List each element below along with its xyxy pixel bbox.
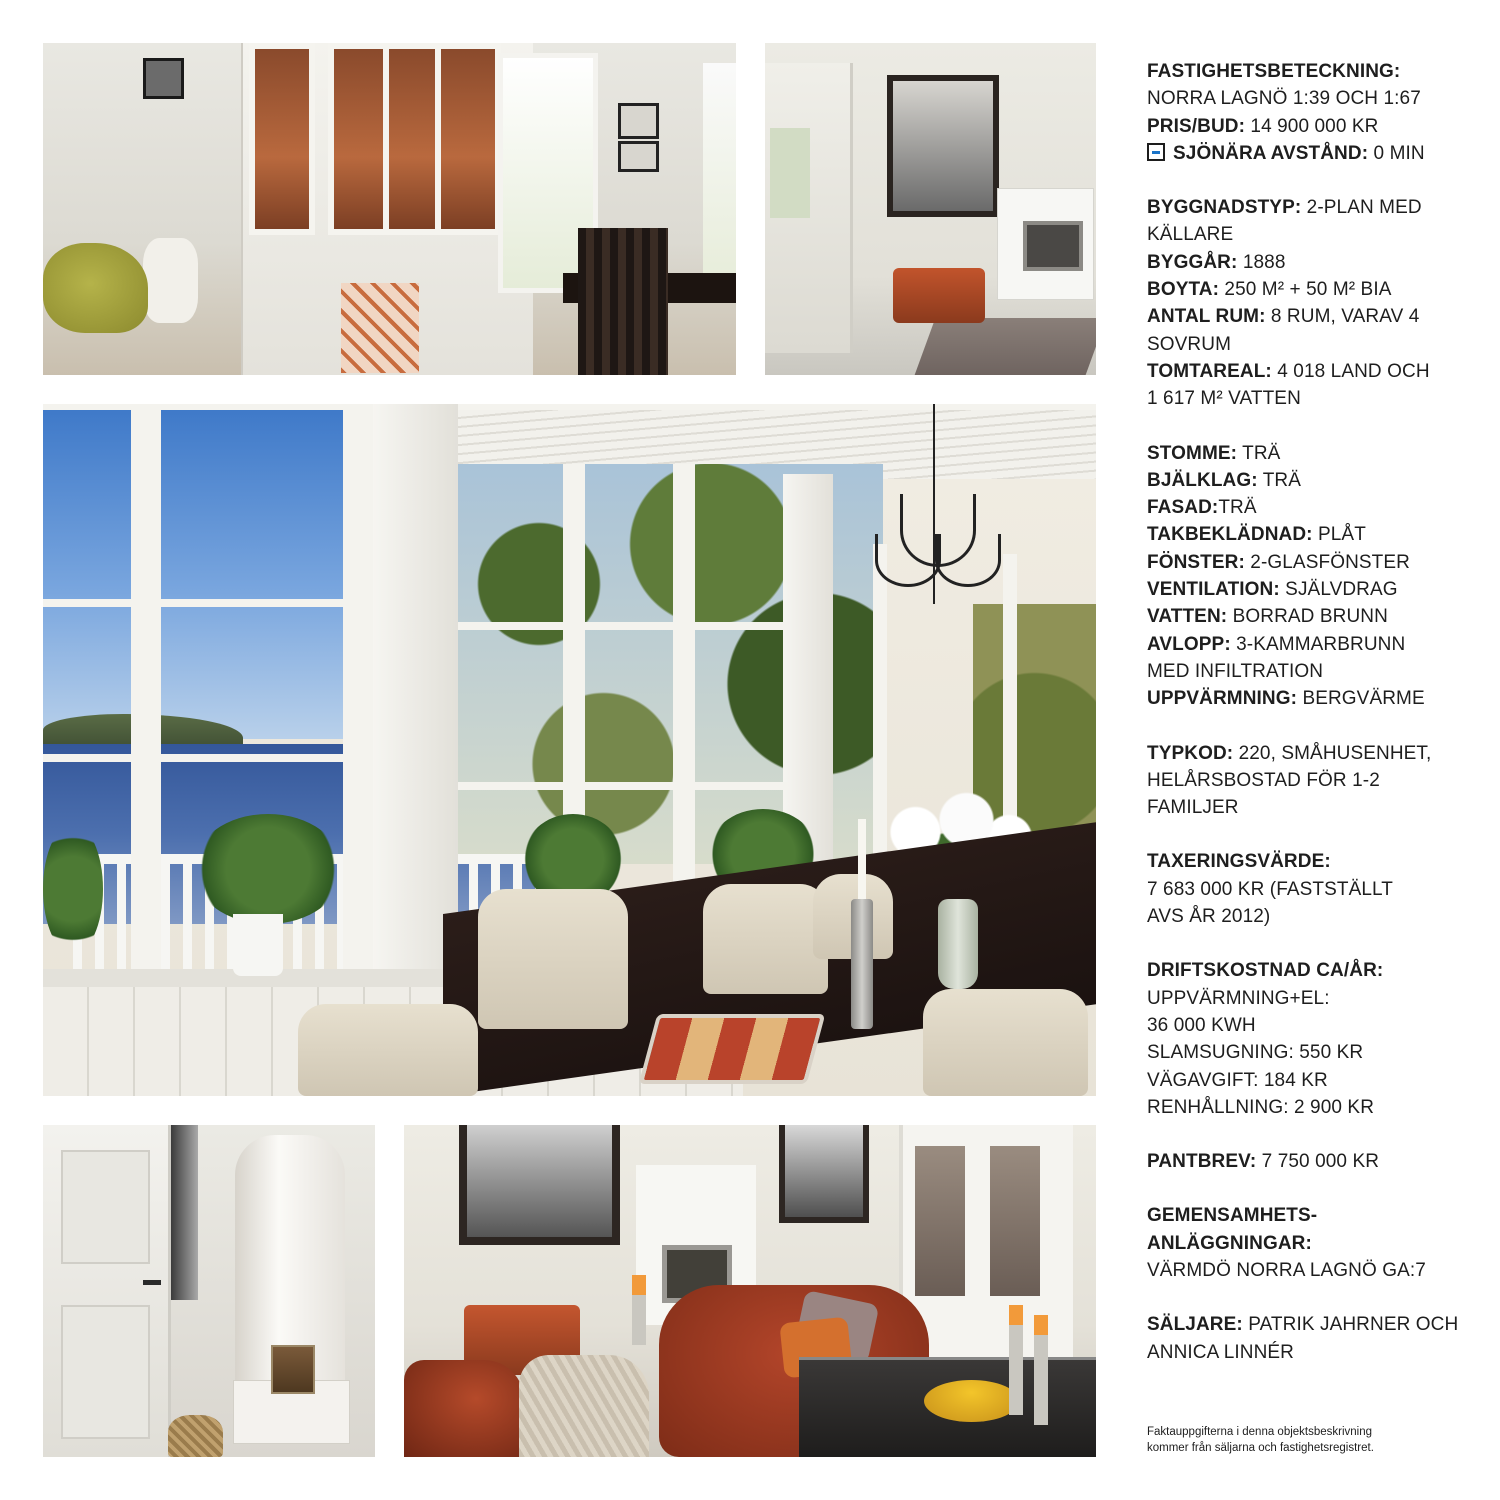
fact-value: 2-PLAN MED	[1306, 197, 1422, 219]
fact-label: FASAD:	[1147, 497, 1219, 519]
wall-picture	[618, 103, 659, 139]
wall-picture	[618, 141, 659, 172]
fact-value: 250 M² + 50 M² BIA	[1224, 279, 1392, 301]
fact-label: TYPKOD:	[1147, 742, 1234, 764]
facts-group-building	[1147, 194, 1482, 412]
fact-label: SÄLJARE:	[1147, 1314, 1243, 1336]
leather-ottoman	[893, 268, 985, 323]
fact-value: SJÄLVDRAG	[1285, 579, 1398, 601]
fact-label: ANTAL RUM:	[1147, 306, 1266, 328]
fact-label: TAKBEKLÄDNAD:	[1147, 524, 1313, 546]
framed-sailing-picture	[459, 1125, 620, 1245]
fact-value: NORRA LAGNÖ 1:39 OCH 1:67	[1147, 88, 1421, 110]
fact-value: AVS ÅR 2012)	[1147, 906, 1271, 928]
window-frame	[458, 782, 788, 790]
fact-label: VENTILATION:	[1147, 579, 1280, 601]
fact-value: SLAMSUGNING: 550 KR	[1147, 1042, 1364, 1064]
potted-plant	[43, 824, 103, 954]
framed-sailing-picture	[887, 75, 999, 217]
footnote	[1147, 1424, 1487, 1456]
fact-value: RENHÅLLNING: 2 900 KR	[1147, 1096, 1375, 1118]
rug	[915, 318, 1096, 375]
fact-value: SOVRUM	[1147, 333, 1231, 355]
candle	[632, 1275, 646, 1345]
chandelier	[933, 404, 1055, 604]
fact-value: BORRAD BRUNN	[1232, 606, 1388, 628]
fact-value: 0 MIN	[1373, 142, 1425, 164]
photo-living-room-fireplace	[765, 43, 1096, 375]
dining-chair	[923, 989, 1088, 1096]
fact-label: PANTBREV:	[1147, 1151, 1257, 1173]
fact-label: VATTEN:	[1147, 606, 1228, 628]
fact-value: 1888	[1242, 251, 1286, 273]
fact-value: TRÄ	[1242, 442, 1281, 464]
candle	[858, 819, 866, 904]
fact-value: KÄLLARE	[1147, 224, 1234, 246]
wine-rack	[341, 283, 419, 373]
door-panel	[61, 1150, 150, 1264]
fact-label: BYGGÅR:	[1147, 251, 1238, 273]
cabinet-glass-door	[435, 43, 501, 235]
white-pillow	[143, 238, 198, 323]
fact-value: 2-GLASFÖNSTER	[1250, 551, 1410, 573]
fact-label: DRIFTSKOSTNAD CA/ÅR:	[1147, 960, 1384, 982]
wall-picture	[143, 58, 184, 99]
door-glass	[984, 1140, 1046, 1302]
fact-value: 4 018 LAND OCH	[1277, 360, 1430, 382]
fact-value: HELÅRSBOSTAD FÖR 1-2	[1147, 769, 1380, 791]
window-frame	[43, 599, 373, 607]
dining-chair	[578, 228, 668, 375]
dining-chair	[478, 889, 628, 1029]
footnote-line: kommer från säljarna och fastighetsregistret.	[1147, 1442, 1374, 1454]
photo-living-room-sofa	[404, 1125, 1096, 1457]
fact-value: 3-KAMMARBRUNN	[1236, 633, 1406, 655]
fact-value: 14 900 000 KR	[1250, 115, 1379, 137]
fact-label: GEMENSAMHETS-	[1147, 1205, 1318, 1227]
fact-label: UPPVÄRMNING:	[1147, 688, 1298, 710]
fact-value: VÄRMDÖ NORRA LAGNÖ GA:7	[1147, 1259, 1426, 1281]
wall-picture-edge	[171, 1125, 198, 1300]
knitted-throw	[519, 1355, 649, 1457]
window-frame	[131, 404, 161, 974]
facts-group-taxering	[1147, 848, 1482, 930]
fact-label: BYGGNADSTYP:	[1147, 197, 1302, 219]
fact-value: 36 000 KWH	[1147, 1014, 1256, 1036]
fact-value: ANNICA LINNÉR	[1147, 1341, 1295, 1363]
fact-value: TRÄ	[1262, 469, 1302, 491]
photo-sea-view-dining-room	[43, 404, 1096, 1096]
potted-plant	[193, 814, 343, 924]
window-frame	[343, 404, 373, 974]
cabinet-glass-door	[249, 43, 315, 235]
facts-group-typkod	[1147, 740, 1482, 822]
facts-group-gemensamhet	[1147, 1202, 1482, 1284]
window	[770, 128, 810, 218]
facts-group-saljare	[1147, 1311, 1482, 1366]
candle	[1034, 1315, 1048, 1425]
fact-value: 7 683 000 KR (FASTSTÄLLT	[1147, 878, 1393, 900]
candlestick	[851, 899, 873, 1029]
fact-label: BOYTA:	[1147, 279, 1220, 301]
fact-value: 8 RUM, VARAV 4	[1270, 306, 1420, 328]
candle	[1009, 1305, 1023, 1415]
fact-value: 1 617 M² VATTEN	[1147, 388, 1301, 410]
leather-sofa	[404, 1360, 524, 1457]
fact-value: VÄGAVGIFT: 184 KR	[1147, 1069, 1328, 1091]
window-frame	[458, 622, 788, 630]
fact-value: PATRIK JAHRNER OCH	[1248, 1314, 1459, 1336]
fact-label: BJÄLKLAG:	[1147, 469, 1258, 491]
facts-group-basic	[1147, 58, 1482, 167]
yellow-bowl	[924, 1380, 1019, 1422]
property-facts	[1147, 58, 1482, 1393]
fact-value: BERGVÄRME	[1302, 688, 1425, 710]
facts-group-construction	[1147, 440, 1482, 713]
fact-label: SJÖNÄRA AVSTÅND:	[1173, 142, 1369, 164]
door-handle	[143, 1280, 161, 1285]
dining-chair	[298, 1004, 478, 1096]
framed-picture	[779, 1125, 869, 1223]
fact-label: TOMTAREAL:	[1147, 360, 1272, 382]
photo-tiled-stove	[43, 1125, 375, 1457]
fact-value: MED INFILTRATION	[1147, 660, 1324, 682]
decorative-dish	[639, 1014, 826, 1084]
fact-label: FASTIGHETSBETECKNING:	[1147, 61, 1401, 82]
fact-label: STOMME:	[1147, 442, 1238, 464]
fact-value: PLÅT	[1317, 524, 1366, 546]
facts-group-pantbrev	[1147, 1148, 1482, 1175]
door-glass	[909, 1140, 971, 1302]
fact-value: 220, SMÅHUSENHET,	[1238, 742, 1432, 764]
fact-label: FÖNSTER:	[1147, 551, 1245, 573]
fact-label: PRIS/BUD:	[1147, 115, 1246, 137]
window-frame	[43, 754, 373, 762]
fact-label: AVLOPP:	[1147, 633, 1231, 655]
fact-value: FAMILJER	[1147, 797, 1239, 819]
green-pillow	[43, 243, 148, 333]
stove-door	[271, 1345, 315, 1394]
fact-value: UPPVÄRMNING+EL:	[1147, 987, 1330, 1009]
fact-value: 7 750 000 KR	[1261, 1151, 1380, 1173]
wall-panel	[373, 404, 458, 974]
basket	[168, 1415, 223, 1457]
chandelier-arm	[900, 494, 976, 567]
footnote-line: Faktauppgifterna i denna objektsbeskrivning	[1147, 1426, 1373, 1438]
fact-label: ANLÄGGNINGAR:	[1147, 1232, 1312, 1254]
sea-distance-icon	[1147, 143, 1165, 161]
facts-group-drift	[1147, 957, 1482, 1121]
door-panel	[61, 1305, 150, 1439]
photo-dining-room-cabinet	[43, 43, 736, 375]
dining-chair	[703, 884, 828, 994]
glass-vase	[938, 899, 978, 989]
flower-pot	[233, 914, 283, 976]
fact-value: TRÄ	[1218, 497, 1257, 519]
window	[703, 63, 736, 293]
fact-label: TAXERINGSVÄRDE:	[1147, 851, 1331, 873]
firebox	[1023, 221, 1083, 271]
